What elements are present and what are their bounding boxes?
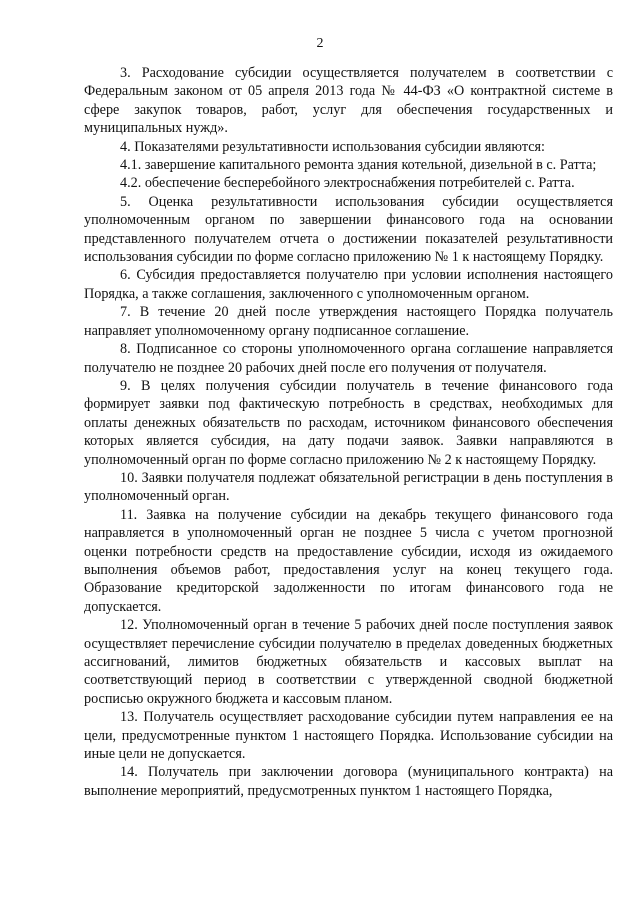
- paragraph-7: 7. В течение 20 дней после утверждения настоящего Порядка получатель направляет уполномоченному органу подписанное соглашение.: [84, 304, 613, 339]
- paragraph-5: 5. Оценка результативности использования субсидии осуществляется уполномоченным органом по завершении финансового года на основании представленного получателем отчета о достижении показателей результативности использования субсидии по форме согласно приложению № 1 к настоящему Порядку.: [84, 193, 613, 266]
- paragraph-14: 14. Получатель при заключении договора (муниципального контракта) на выполнение мероприятий, предусмотренных пунктом 1 настоящего Порядка,: [84, 764, 613, 799]
- paragraph-13: 13. Получатель осуществляет расходование субсидии путем направления ее на цели, предусмотренные пунктом 1 настоящего Порядка. Использование субсидии на иные цели не допускается.: [84, 709, 613, 763]
- paragraph-4-1: 4.1. завершение капитального ремонта здания котельной, дизельной в с. Ратта;: [120, 157, 597, 174]
- paragraph-11: 11. Заявка на получение субсидии на декабрь текущего финансового года направляется в уполномоченный орган не позднее 5 числа с учетом прогнозной оценки потребности средств на предоставление субсидии, исходя из ожидаемого выполнения объемов работ, предоставления услуг на конец текущего года. Образование кредиторской задолженности по итогам финансового года не допускается.: [84, 506, 613, 615]
- paragraph-10: 10. Заявки получателя подлежат обязательной регистрации в день поступления в уполномоченный орган.: [84, 469, 613, 505]
- paragraph-6: 6. Субсидия предоставляется получателю при условии исполнения настоящего Порядка, а также соглашения, заключенного с уполномоченным органом.: [84, 267, 613, 302]
- document-body: [84, 64, 613, 800]
- paragraph-8: 8. Подписанное со стороны уполномоченного органа соглашение направляется получателю не позднее 20 рабочих дней после его получения от получателя.: [84, 341, 613, 376]
- paragraph-9: 9. В целях получения субсидии получатель в течение финансового года формирует заявки под фактическую потребность в средствах, необходимых для оплаты денежных обязательств по расходам, источником финансового обеспечения которых является субсидия, на дату подачи заявок. Заявки направляются в уполномоченный орган по форме согласно приложению № 2 к настоящему Порядку.: [84, 377, 613, 468]
- paragraph-3: 3. Расходование субсидии осуществляется получателем в соответствии с Федеральным законом от 05 апреля 2013 года № 44-ФЗ «О контрактной системе в сфере закупок товаров, работ, услуг для обеспечения государственных и муниципальных нужд».: [84, 65, 613, 137]
- page-number: 2: [316, 36, 324, 51]
- paragraph-12: 12. Уполномоченный орган в течение 5 рабочих дней после поступления заявок осуществляет перечисление субсидии получателю в пределах доведенных бюджетных ассигнований, лимитов бюджетных обязательств и кассовых выплат на соответствующий период в соответствии с утвержденной сводной бюджетной росписью окружного бюджета и кассовым планом.: [84, 617, 613, 707]
- paragraph-4: 4. Показателями результативности использования субсидии являются:: [120, 138, 545, 155]
- paragraph-4-2: 4.2. обеспечение бесперебойного электроснабжения потребителей с. Ратта.: [120, 175, 575, 192]
